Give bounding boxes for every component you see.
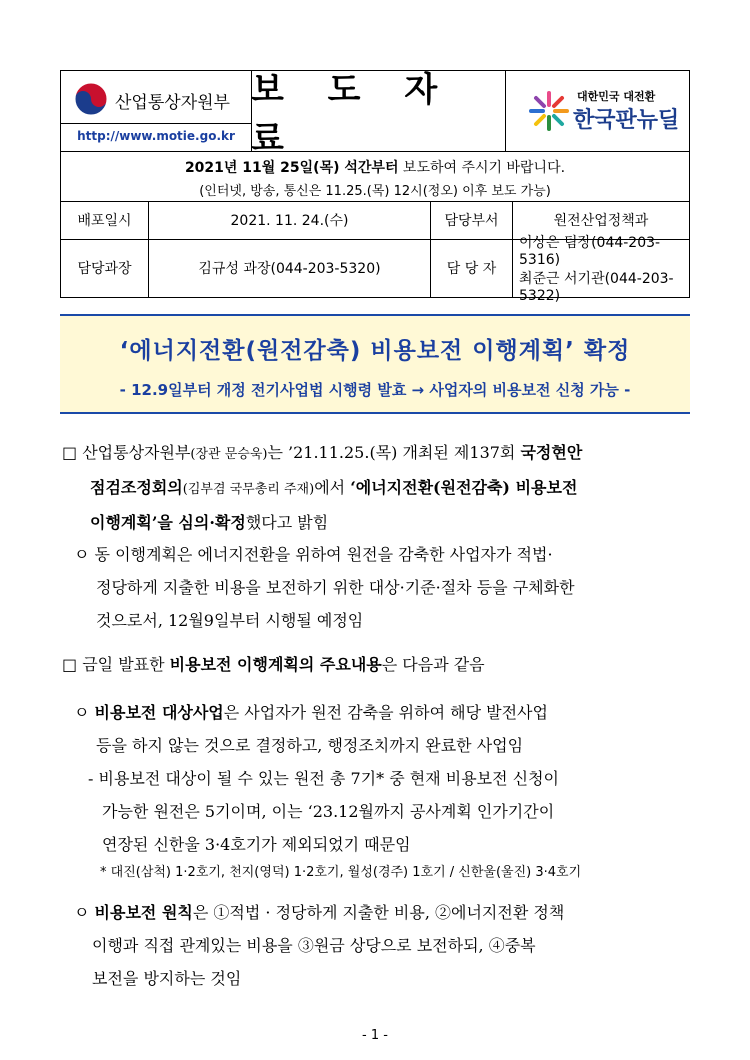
p6-text: ㅇ <box>74 903 95 922</box>
embargo-notice <box>61 151 689 202</box>
p2-line: 것으로서, 12월9일부터 시행될 예정임 <box>96 611 364 630</box>
p6-text: 은 ①적법 · 정당하게 지출한 비용, ②에너지전환 정책 <box>192 903 565 922</box>
staff-contacts <box>513 235 689 304</box>
p1-text: 는 ’21.11.25.(목) 개최된 제137회 <box>267 443 521 462</box>
p1-bold: 점검조정회의 <box>90 478 183 497</box>
brand-name: 한국판뉴딜 <box>573 108 680 133</box>
p1-bold: 국정현안 <box>520 443 583 462</box>
director-label: 담당과장 <box>61 239 149 297</box>
p4-line: 등을 하지 않는 것으로 결정하고, 행정조치까지 완료한 사업임 <box>96 736 524 755</box>
p3-bold: 비용보전 이행계획의 주요내용 <box>169 655 382 674</box>
p4-bold: 비용보전 대상사업 <box>94 703 224 722</box>
footnote: * 대진(삼척) 1·2호기, 천지(영덕) 1·2호기, 월성(경주) 1호기 / 신한울(울진) 3·4호기 <box>100 865 582 880</box>
p2-line: ㅇ 동 이행계획은 에너지전환을 위하여 원전을 감축한 사업자가 적법· <box>74 545 553 564</box>
director-value: 김규성 과장(044-203-5320) <box>149 239 431 297</box>
dept-value: 원전산업정책과 <box>553 213 649 229</box>
subheadline: - 12.9일부터 개정 전기사업법 시행령 발효 → 사업자의 비용보전 신청 가능 - <box>119 381 631 399</box>
p1-bold: 이행계획’을 심의·확정 <box>90 513 246 532</box>
paragraph-4 <box>74 696 690 762</box>
dist-date-value: 2021. 11. 24.(수) <box>149 201 431 239</box>
paragraph-2 <box>74 538 690 637</box>
press-release-header-table <box>60 70 690 304</box>
staff-contact-1: 이상은 팀장(044-203-5316) <box>519 235 661 268</box>
p1-text: □ 산업통상자원부 <box>62 443 191 462</box>
p5-line: 연장된 신한울 3·4호기가 제외되었기 때문임 <box>102 835 411 854</box>
p4-text: ㅇ <box>74 703 95 722</box>
ministry-name: 산업통상자원부 <box>115 93 230 113</box>
p4-text: 은 사업자가 원전 감축을 위하여 해당 발전사업 <box>223 703 548 722</box>
paragraph-3 <box>62 648 690 681</box>
new-deal-brand-cell <box>505 71 689 151</box>
staff-contact-2: 최준근 서기관(044-203-5322) <box>519 271 674 304</box>
paragraph-5 <box>88 762 690 861</box>
p2-line: 정당하게 지출한 비용을 보전하기 위한 대상·기준·절차 등을 구체화한 <box>96 578 575 597</box>
doc-type-cell <box>251 70 506 159</box>
ministry-logo-cell <box>61 71 252 151</box>
p3-text: 은 다음과 같음 <box>381 655 485 674</box>
dist-date-label: 배포일시 <box>61 201 149 239</box>
paragraph-1 <box>62 436 690 539</box>
embargo-text: 보도하여 주시기 바랍니다. <box>398 160 566 176</box>
p6-line: 이행과 직접 관계있는 비용을 ③원금 상당으로 보전하되, ④중복 <box>92 936 536 955</box>
p1-text: 에서 <box>314 478 351 497</box>
new-deal-starburst-icon <box>527 89 571 133</box>
paragraph-6 <box>74 896 690 995</box>
embargo-time: 2021년 11월 25일(목) 석간부터 <box>184 160 399 176</box>
embargo-note: (인터넷, 방송, 통신은 11.25.(목) 12시(정오) 이후 보도 가능) <box>199 184 551 199</box>
p5-line: 가능한 원전은 5기이며, 이는 ‘23.12월까지 공사계획 인가기간이 <box>102 802 555 821</box>
p3-text: □ 금일 발표한 <box>62 655 170 674</box>
dept-label: 담당부서 <box>431 201 513 239</box>
p6-bold: 비용보전 원칙 <box>94 903 193 922</box>
p6-line: 보전을 방지하는 것임 <box>92 969 242 988</box>
ministry-website-link[interactable]: http://www.motie.go.kr <box>77 129 235 143</box>
headline: ‘에너지전환(원전감축) 비용보전 이행계획’ 확정 <box>119 338 631 364</box>
staff-label: 담 당 자 <box>431 239 513 297</box>
p1-bold: ‘에너지전환(원전감축) 비용보전 <box>350 478 578 497</box>
p1-text: (김부겸 국무총리 주재) <box>182 482 315 497</box>
p5-line: - 비용보전 대상이 될 수 있는 원전 총 7기* 중 현재 비용보전 신청이 <box>88 769 560 788</box>
p1-text: (장관 문승욱) <box>190 447 268 462</box>
page-number: - 1 - <box>362 1028 388 1043</box>
brand-slogan: 대한민국 대전환 <box>577 90 656 103</box>
p1-text: 했다고 밝힘 <box>245 513 329 532</box>
ministry-emblem-icon <box>73 81 109 117</box>
headline-box <box>60 314 690 414</box>
doc-type-title: 보 도 자 료 <box>251 70 454 159</box>
